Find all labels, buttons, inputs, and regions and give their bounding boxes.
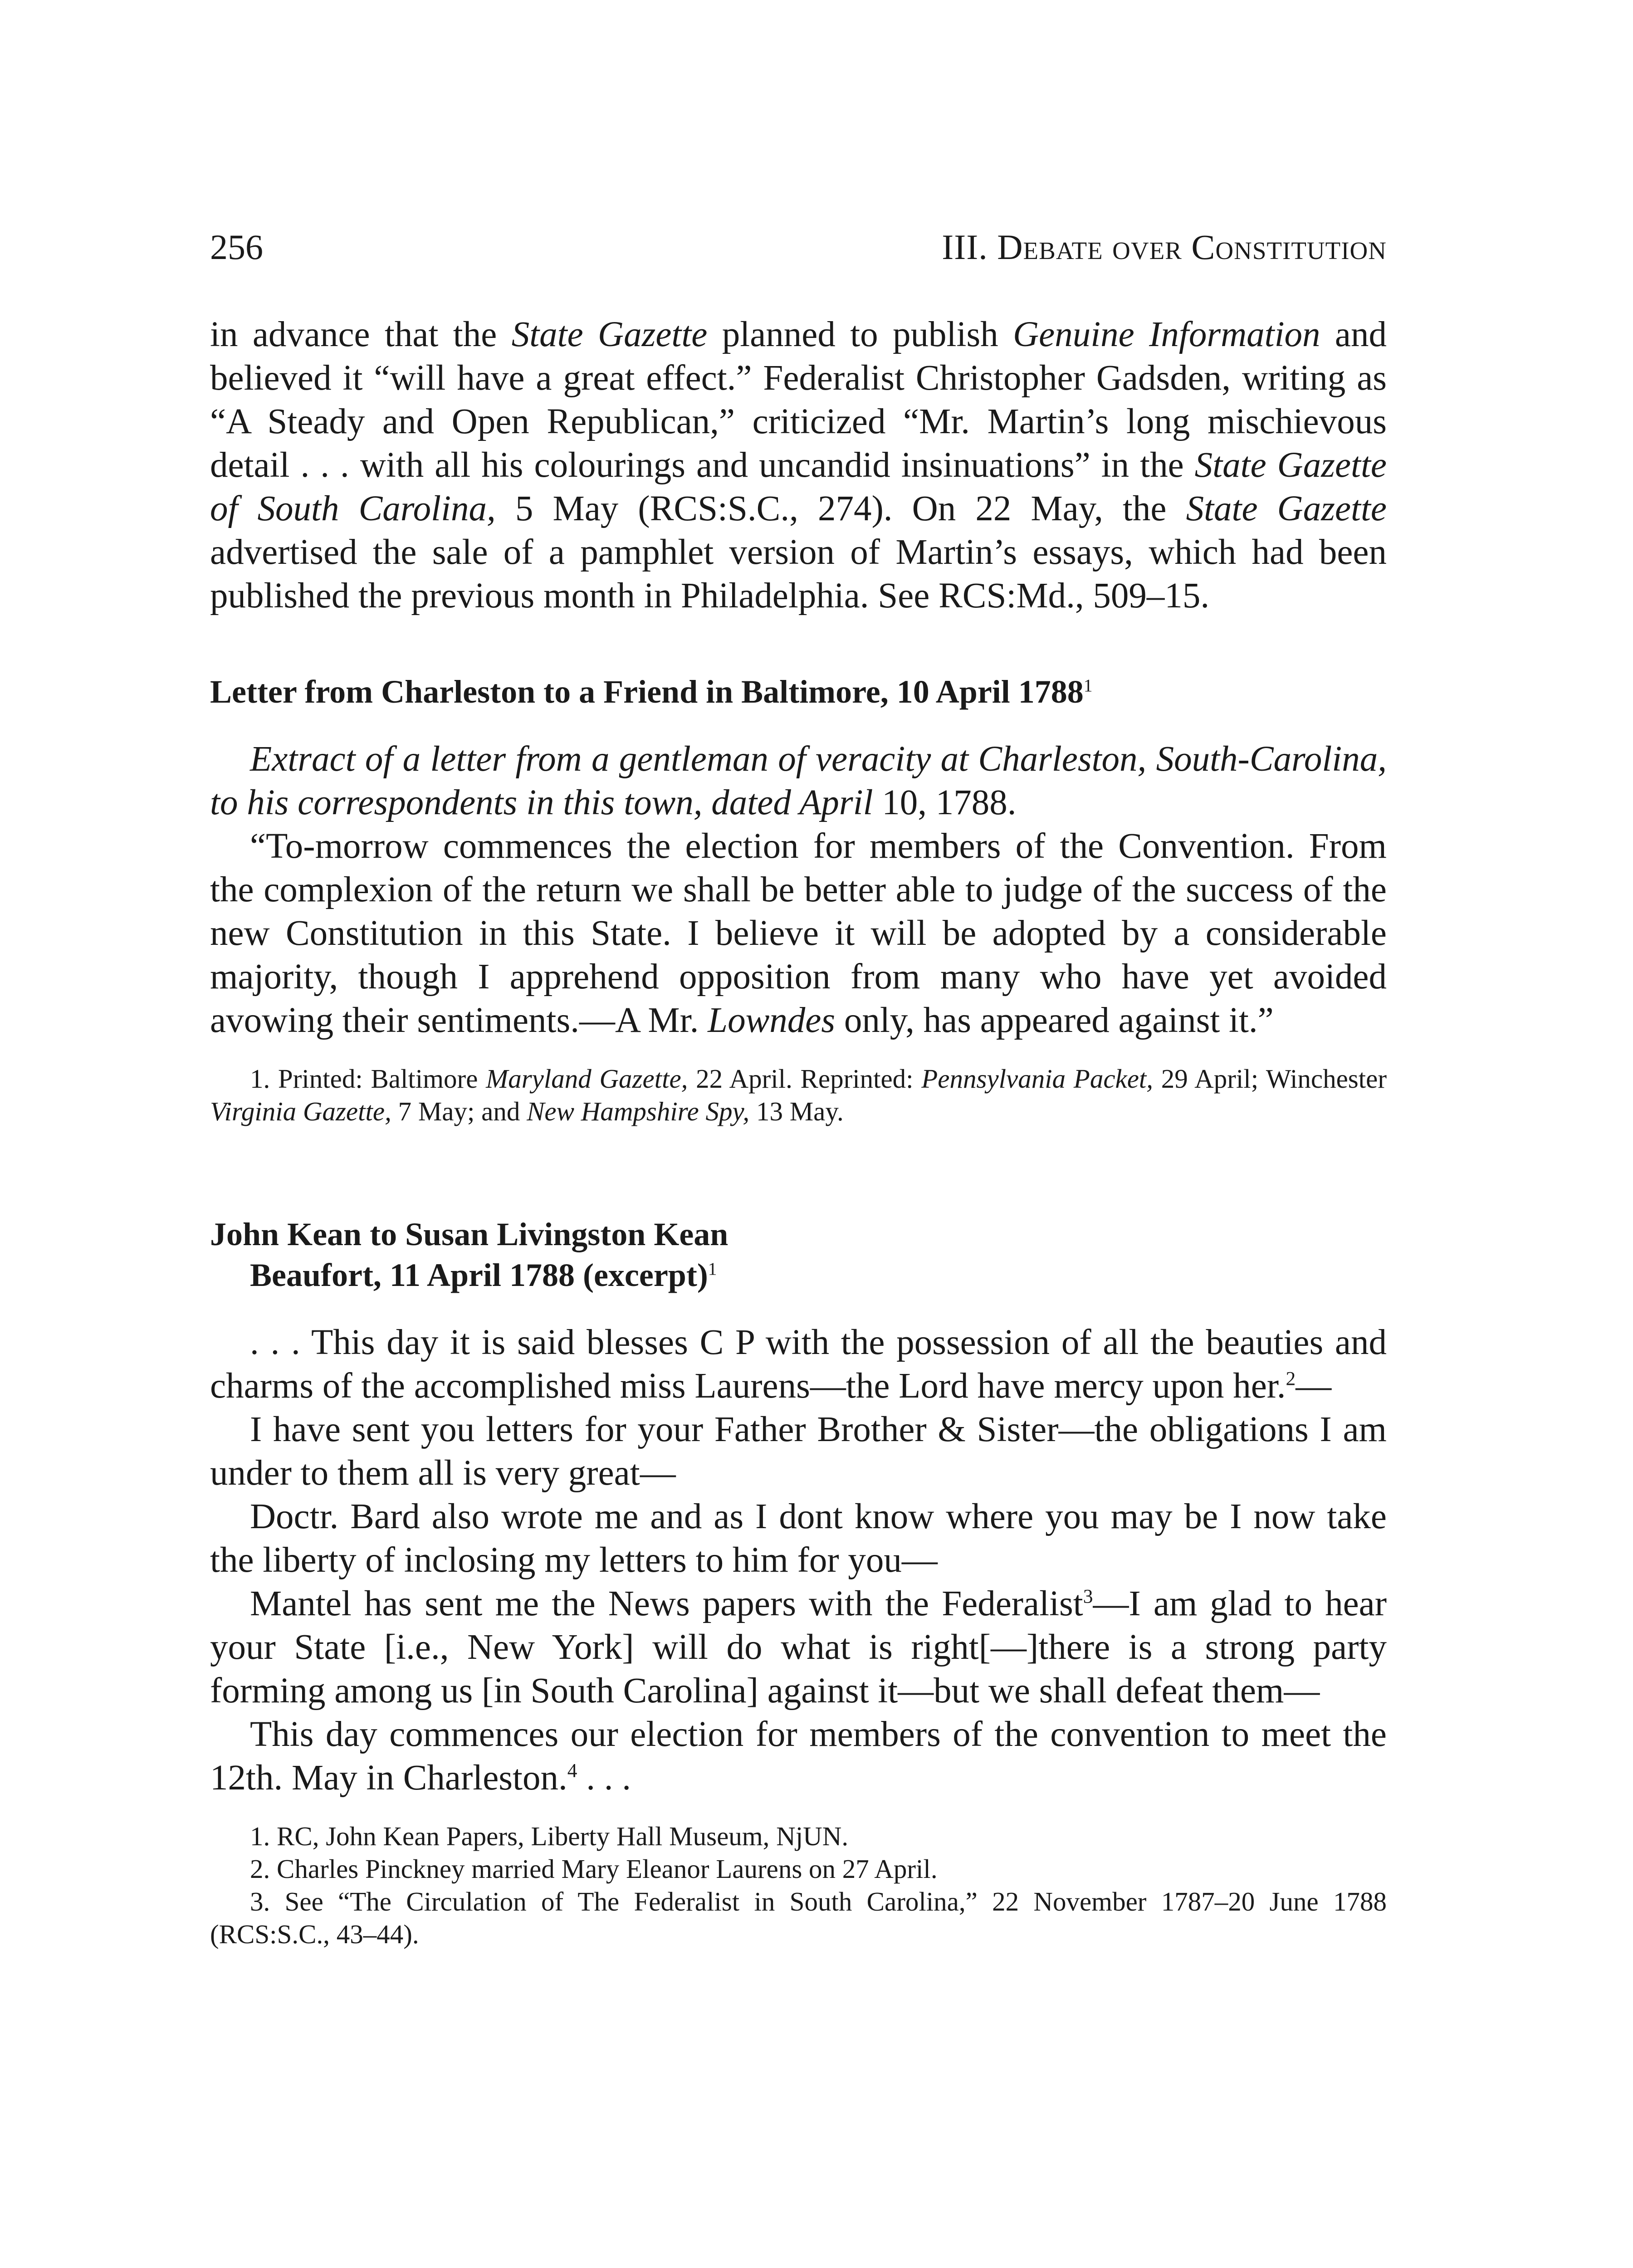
letter1-footnote-1: 1. Printed: Baltimore Maryland Gazette, 22 April. Reprinted: Pennsylvania Packet, 29 April; Winchester Virginia Gazette, 7 May; and New Hampshire Spy, 13 May. [210, 1064, 1387, 1126]
letter2-paragraph-4: Mantel has sent me the News papers with the Federalist$^3$—I am glad to hear your State [i.e., New York] will do what is right[—]there is a strong party forming among us [in South Carolina] against it—but we shall defeat them— [210, 1584, 1387, 1711]
letter2-paragraph-3: Doctr. Bard also wrote me and as I dont know where you may be I now take the liberty of inclosing my letters to him for you— [210, 1497, 1387, 1580]
letter1-extract: Extract of a letter from a gentleman of veracity at Charleston, South-Carolina, to his correspondents in this town, dated April 10, 1788. [210, 739, 1387, 822]
footnote-marker: 3 [1083, 1585, 1093, 1608]
footnote-marker: 1 [708, 1259, 717, 1279]
letter1-body: “To-morrow commences the election for members of the Convention. From the complexion of the return we shall be better able to judge of the success of the new Constitution in this State. I believe it will be adopted by a considerable majority, though I apprehend opposition from many who have yet avoided avowing their sentiments.—A Mr. Lowndes only, has appeared against it.” [210, 826, 1387, 1040]
letter2-footnote-3: 3. See “The Circulation of The Federalist in South Carolina,” 22 November 1787–20 June 1788 (RCS:S.C., 43–44). [210, 1887, 1387, 1949]
letter2-footnote-1: 1. RC, John Kean Papers, Liberty Hall Museum, NjUN. [250, 1821, 849, 1851]
footnote-marker: 1 [1083, 675, 1093, 695]
letter1-heading: Letter from Charleston to a Friend in Baltimore, 10 April 1788$^1$ [210, 674, 1093, 710]
letter2-paragraph-5: This day commences our election for members of the convention to meet the 12th. May in Charleston.$^4$ . . . [210, 1715, 1387, 1798]
page-content [210, 313, 1387, 1950]
running-head: III. Debate over Constitution [942, 227, 1387, 267]
letter2-paragraph-2: I have sent you letters for your Father Brother & Sister—the obligations I am under to them all is very great— [210, 1410, 1387, 1493]
footnote-marker: 2 [1286, 1368, 1296, 1390]
letter2-paragraph-1: . . . This day it is said blesses C P with the possession of all the beauties and charms of the accomplished miss Laurens—the Lord have mercy upon her.$^2$— [210, 1323, 1387, 1406]
letter2-footnote-2: 2. Charles Pinckney married Mary Eleanor Laurens on 27 April. [250, 1854, 938, 1884]
footnote-marker: 4 [567, 1760, 577, 1782]
letter2-heading-line1: John Kean to Susan Livingston Kean [210, 1216, 728, 1252]
letter2-heading-line2: Beaufort, 11 April 1788 (excerpt)$^1$ [250, 1257, 717, 1293]
intro-paragraph: in advance that the State Gazette planned to publish Genuine Information and believed it “will have a great effect.” Federalist Christopher Gadsden, writing as “A Steady and Open Republican,” criticized “Mr. Martin’s long mischievous detail . . . with all his colourings and uncandid insinuations” in the State Gazette of South Carolina, 5 May (RCS:S.C., 274). On 22 May, the State Gazette advertised the sale of a pamphlet version of Martin’s essays, which had been published the previous month in Philadelphia. See RCS:Md., 509–15. [210, 315, 1387, 616]
page-number: 256 [210, 227, 263, 267]
